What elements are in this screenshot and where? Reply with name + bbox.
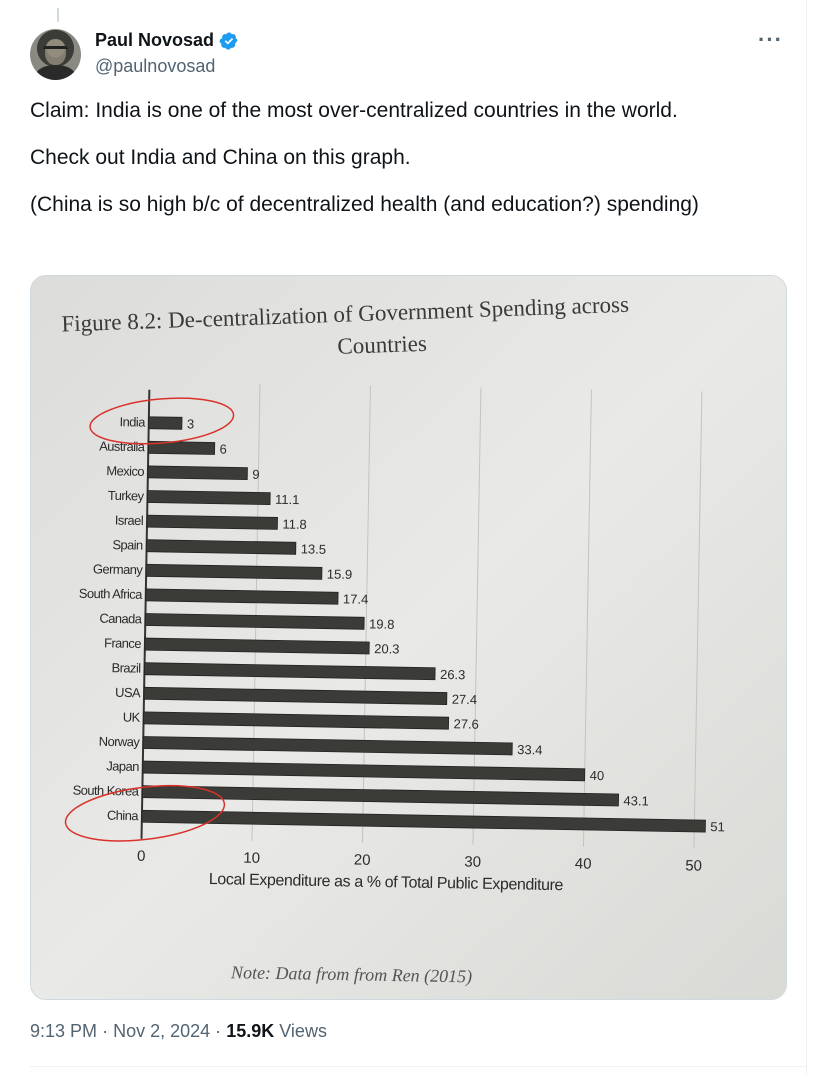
category-label: South Africa xyxy=(78,585,142,602)
x-axis-label: Local Expenditure as a % of Total Public Expenditure xyxy=(208,871,564,895)
category-label: Mexico xyxy=(106,463,145,479)
category-label: China xyxy=(106,807,139,824)
verified-badge-icon xyxy=(219,31,239,51)
value-label: 26.3 xyxy=(439,666,466,683)
views-label: Views xyxy=(279,1021,327,1041)
tweet-text xyxy=(30,98,780,239)
meta-separator: · xyxy=(215,1021,222,1041)
chart-note: Note: Data from from Ren (2015) xyxy=(230,962,473,987)
value-label: 11.8 xyxy=(282,516,307,532)
author-name-row xyxy=(95,30,239,51)
value-label: 17.4 xyxy=(342,591,369,607)
category-label: Turkey xyxy=(107,487,144,504)
bar xyxy=(147,515,278,529)
bar xyxy=(147,540,296,555)
category-label: Canada xyxy=(99,610,142,627)
value-label: 9 xyxy=(252,466,260,482)
meta-separator: · xyxy=(102,1021,109,1041)
category-label: Japan xyxy=(106,758,139,774)
tweet-paragraph: (China is so high b/c of decentralized health (and education?) spending) xyxy=(30,193,699,216)
divider xyxy=(30,1066,806,1067)
value-label: 33.4 xyxy=(517,742,543,758)
bar-chart xyxy=(31,276,786,999)
category-label: South Korea xyxy=(72,782,139,799)
value-label: 15.9 xyxy=(326,566,353,582)
value-label: 6 xyxy=(219,441,227,457)
category-label: Spain xyxy=(112,537,143,553)
value-label: 20.3 xyxy=(374,641,400,657)
x-tick-label: 20 xyxy=(353,851,371,869)
bar xyxy=(148,466,248,480)
value-label: 43.1 xyxy=(623,793,649,809)
category-label: UK xyxy=(122,709,140,725)
category-label: Norway xyxy=(98,733,140,750)
category-label: Germany xyxy=(92,561,143,578)
tweet-paragraph: Check out India and China on this graph. xyxy=(30,146,411,169)
views-count: 15.9K xyxy=(226,1021,275,1041)
category-label: France xyxy=(103,635,142,652)
bar xyxy=(146,564,322,579)
author-avatar[interactable] xyxy=(30,29,81,80)
category-label: Brazil xyxy=(111,660,141,676)
category-label: Australia xyxy=(99,438,145,455)
value-label: 13.5 xyxy=(300,541,327,557)
tweet-image[interactable] xyxy=(30,275,787,1000)
category-label: USA xyxy=(115,684,141,701)
value-label: 27.4 xyxy=(451,691,478,708)
chart-title-line-1: Figure 8.2: De-centralization of Government Spending across xyxy=(60,291,630,337)
x-tick-label: 30 xyxy=(464,853,482,871)
x-tick-label: 0 xyxy=(136,847,146,865)
tweet-date[interactable]: Nov 2, 2024 xyxy=(113,1021,211,1041)
value-label: 3 xyxy=(186,416,195,432)
value-label: 27.6 xyxy=(453,716,479,732)
x-tick-label: 40 xyxy=(574,855,592,873)
author-name[interactable]: Paul Novosad xyxy=(95,30,215,50)
category-label: India xyxy=(119,414,145,430)
category-label: Israel xyxy=(114,512,144,529)
more-icon[interactable]: ··· xyxy=(758,27,783,52)
value-label: 11.1 xyxy=(274,491,300,508)
tweet-time[interactable]: 9:13 PM xyxy=(30,1021,98,1041)
bar xyxy=(147,491,270,505)
x-tick-label: 10 xyxy=(243,849,261,867)
bar xyxy=(149,417,182,430)
value-label: 51 xyxy=(710,819,725,835)
tweet-paragraph: Claim: India is one of the most over-centralized countries in the world. xyxy=(30,99,678,122)
chart-title-line-2: Countries xyxy=(336,330,428,359)
thread-line xyxy=(57,8,59,22)
x-tick-label: 50 xyxy=(685,857,703,875)
value-label: 40 xyxy=(589,767,605,784)
value-label: 19.8 xyxy=(368,616,395,632)
tweet-meta xyxy=(30,1021,327,1042)
author-handle[interactable]: @paulnovosad xyxy=(95,56,216,76)
